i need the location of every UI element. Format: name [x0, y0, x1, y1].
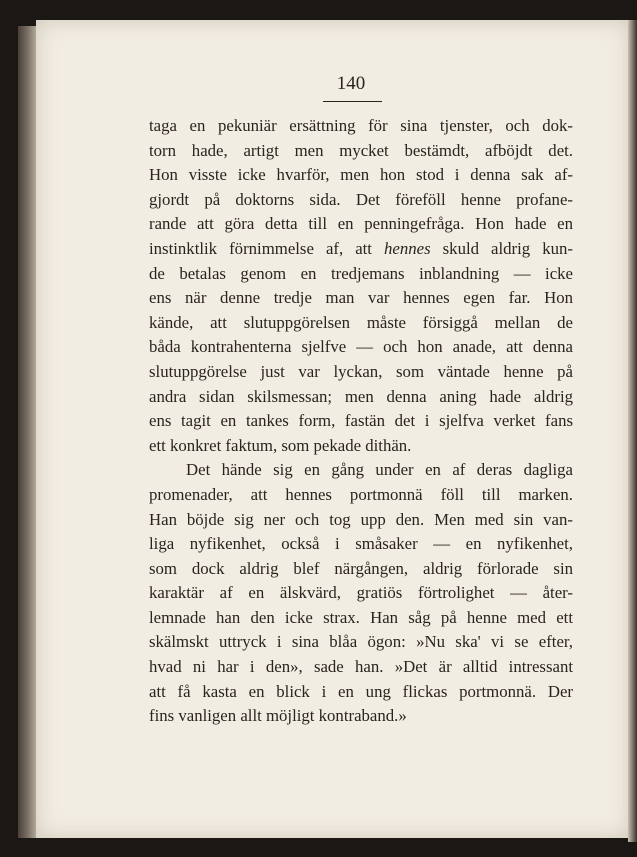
text-line: andra sidan skilsmessan; men denna aning hade aldrig	[149, 386, 573, 406]
text-segment: skuld aldrig kun-	[442, 238, 573, 258]
text-line: som dock aldrig blef närgången, aldrig förlorade sin	[149, 558, 573, 578]
text-line: ens när denne tredje man var hennes egen far. Hon	[149, 288, 573, 308]
text-line: båda kontrahenterna sjelfve — och hon anade, att denna	[149, 337, 573, 357]
text-line	[149, 237, 573, 262]
text-line: ett konkret faktum, som pekade dithän.	[149, 435, 412, 455]
text-line: torn hade, artigt men mycket bestämdt, afböjdt det.	[149, 140, 573, 160]
text-line: Hon visste icke hvarför, men hon stod i denna sak af-	[149, 165, 573, 185]
text-line: fins vanligen allt möjligt kontraband.»	[149, 706, 407, 726]
text-line: taga en pekuniär ersättning för sina tjenster, och dok-	[149, 116, 573, 135]
text-segment: instinktlik förnimmelse af, att	[149, 238, 372, 258]
text-line: kände, att slutuppgörelsen måste försiggå mellan de	[149, 312, 573, 332]
text-line: gjordt på doktorns sida. Det föreföll henne profane-	[149, 189, 573, 209]
body-text	[149, 114, 573, 729]
spine-shadow	[18, 26, 36, 838]
text-line: rande att göra detta till en penningefråga. Hon hade en	[149, 214, 573, 234]
emphasized-word: hennes	[384, 238, 431, 258]
text-line: Det hände sig en gång under en af deras dagliga	[186, 460, 573, 480]
text-line: liga nyfikenhet, också i småsaker — en nyfikenhet,	[149, 534, 573, 554]
text-line: skälmskt uttryck i sina blåa ögon: »Nu ska' vi se efter,	[149, 632, 573, 652]
text-line: de betalas genom en tredjemans inblandning — icke	[149, 263, 573, 283]
page-number-rule	[323, 101, 382, 102]
text-line: promenader, att hennes portmonnä föll till marken.	[149, 484, 573, 504]
text-line: slutuppgörelse just var lyckan, som väntade henne på	[149, 361, 573, 381]
text-line: karaktär af en älskvärd, gratiös förtrolighet — åter-	[149, 583, 573, 603]
page-edge	[628, 20, 637, 842]
page-number: 140	[336, 73, 366, 94]
text-line: ens tagit en tankes form, fastän det i sjelfva verket fans	[149, 411, 573, 431]
text-line: Han böjde sig ner och tog upp den. Men med sin van-	[149, 509, 573, 529]
text-line: att få kasta en blick i en ung flickas portmonnä. Der	[149, 681, 573, 701]
text-line: hvad ni har i den», sade han. »Det är alltid intressant	[149, 657, 573, 677]
text-line: lemnade han den icke strax. Han såg på henne med ett	[149, 607, 573, 627]
